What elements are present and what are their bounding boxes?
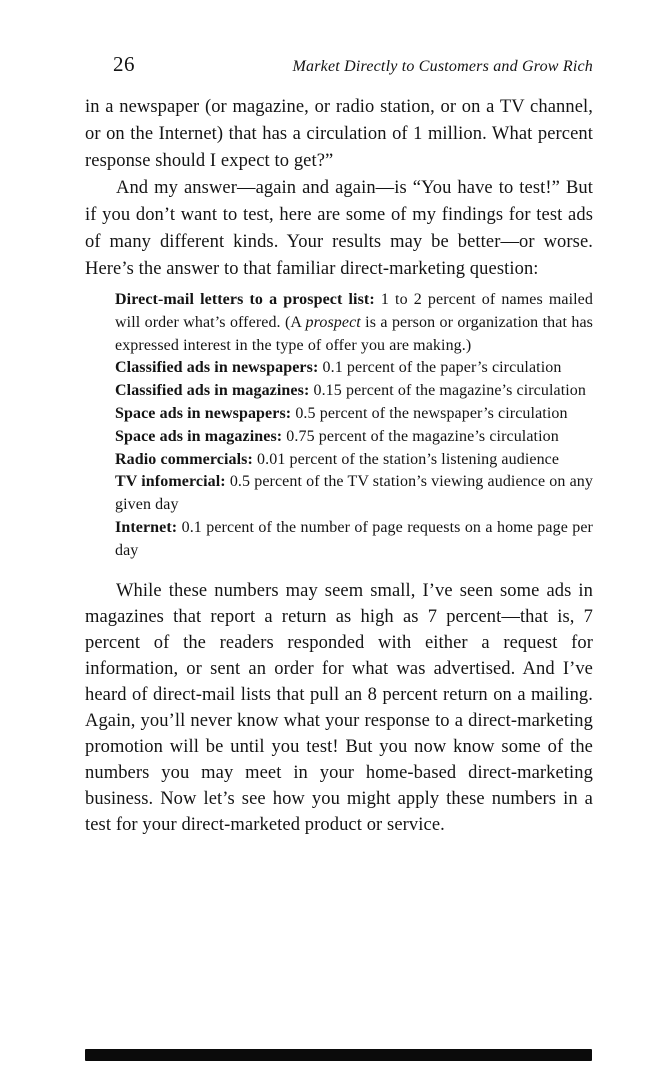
finding-direct-mail [115, 289, 593, 357]
paragraph-answer: And my answer—again and again—is “You have to test!” But if you don’t want to test, here are some of my findings for test ads of many different kinds. Your results may be better—or worse. Here’s the answer to that familiar direct-marketing question: [85, 178, 593, 279]
finding-text: 0.01 percent of the station’s listening audience [252, 450, 560, 468]
running-title: Market Directly to Customers and Grow Rich [292, 58, 593, 75]
finding-label: Radio commercials: [115, 450, 253, 468]
finding-italic-term: prospect [305, 313, 361, 331]
finding-text: is a person or organization that has expressed interest in the type of offer you are making.) [115, 313, 593, 354]
paragraph-conclusion: While these numbers may seem small, I’ve seen some ads in magazines that report a return as high as 7 percent—that is, 7 percent of the readers responded with either a request for information, or sent an order for what was advertised. And I’ve heard of direct-mail lists that pull an 8 percent return on a mailing. Again, you’ll never know what your response to a direct-marketing promotion will be until you test! But you now know some of the numbers you may meet in your home-based direct-marketing business. Now let’s see how you might apply these numbers in a test for your direct-marketed product or service. [85, 580, 593, 835]
paragraph-continuation: in a newspaper (or magazine, or radio station, or on a TV channel, or on the Internet) that has a circulation of 1 million. What percent response should I expect to get?” [85, 97, 593, 171]
finding-text: 0.15 percent of the magazine’s circulation [309, 382, 587, 400]
finding-tv [115, 471, 593, 517]
finding-label: Classified ads in magazines: [115, 382, 310, 400]
finding-radio [115, 449, 593, 472]
finding-label: TV infomercial: [115, 473, 226, 491]
finding-label: Internet: [115, 518, 178, 536]
finding-label: Space ads in magazines: [115, 427, 283, 445]
finding-text: 0.1 percent of the number of page requests on a home page per day [115, 518, 593, 559]
finding-label: Direct-mail letters to a prospect list: [115, 291, 375, 308]
page-number: 26 [113, 52, 135, 76]
finding-space-magazines [115, 426, 593, 449]
scan-artifact-bar [85, 1049, 592, 1061]
finding-classified-magazines [115, 380, 593, 403]
page-content [85, 52, 593, 838]
finding-text: 0.5 percent of the newspaper’s circulation [291, 404, 568, 422]
finding-text: 0.1 percent of the paper’s circulation [318, 359, 562, 377]
finding-text: 0.75 percent of the magazine’s circulation [282, 427, 559, 445]
finding-internet [115, 517, 593, 563]
finding-space-newspapers [115, 403, 593, 426]
finding-classified-newspapers [115, 357, 593, 380]
finding-label: Classified ads in newspapers: [115, 359, 319, 377]
running-header [85, 52, 593, 79]
findings-list [115, 289, 593, 563]
finding-text: 0.5 percent of the TV station’s viewing audience on any given day [115, 473, 594, 514]
finding-text: 1 to 2 percent of names mailed will order what’s offered. (A [115, 291, 593, 331]
finding-label: Space ads in newspapers: [115, 404, 292, 422]
